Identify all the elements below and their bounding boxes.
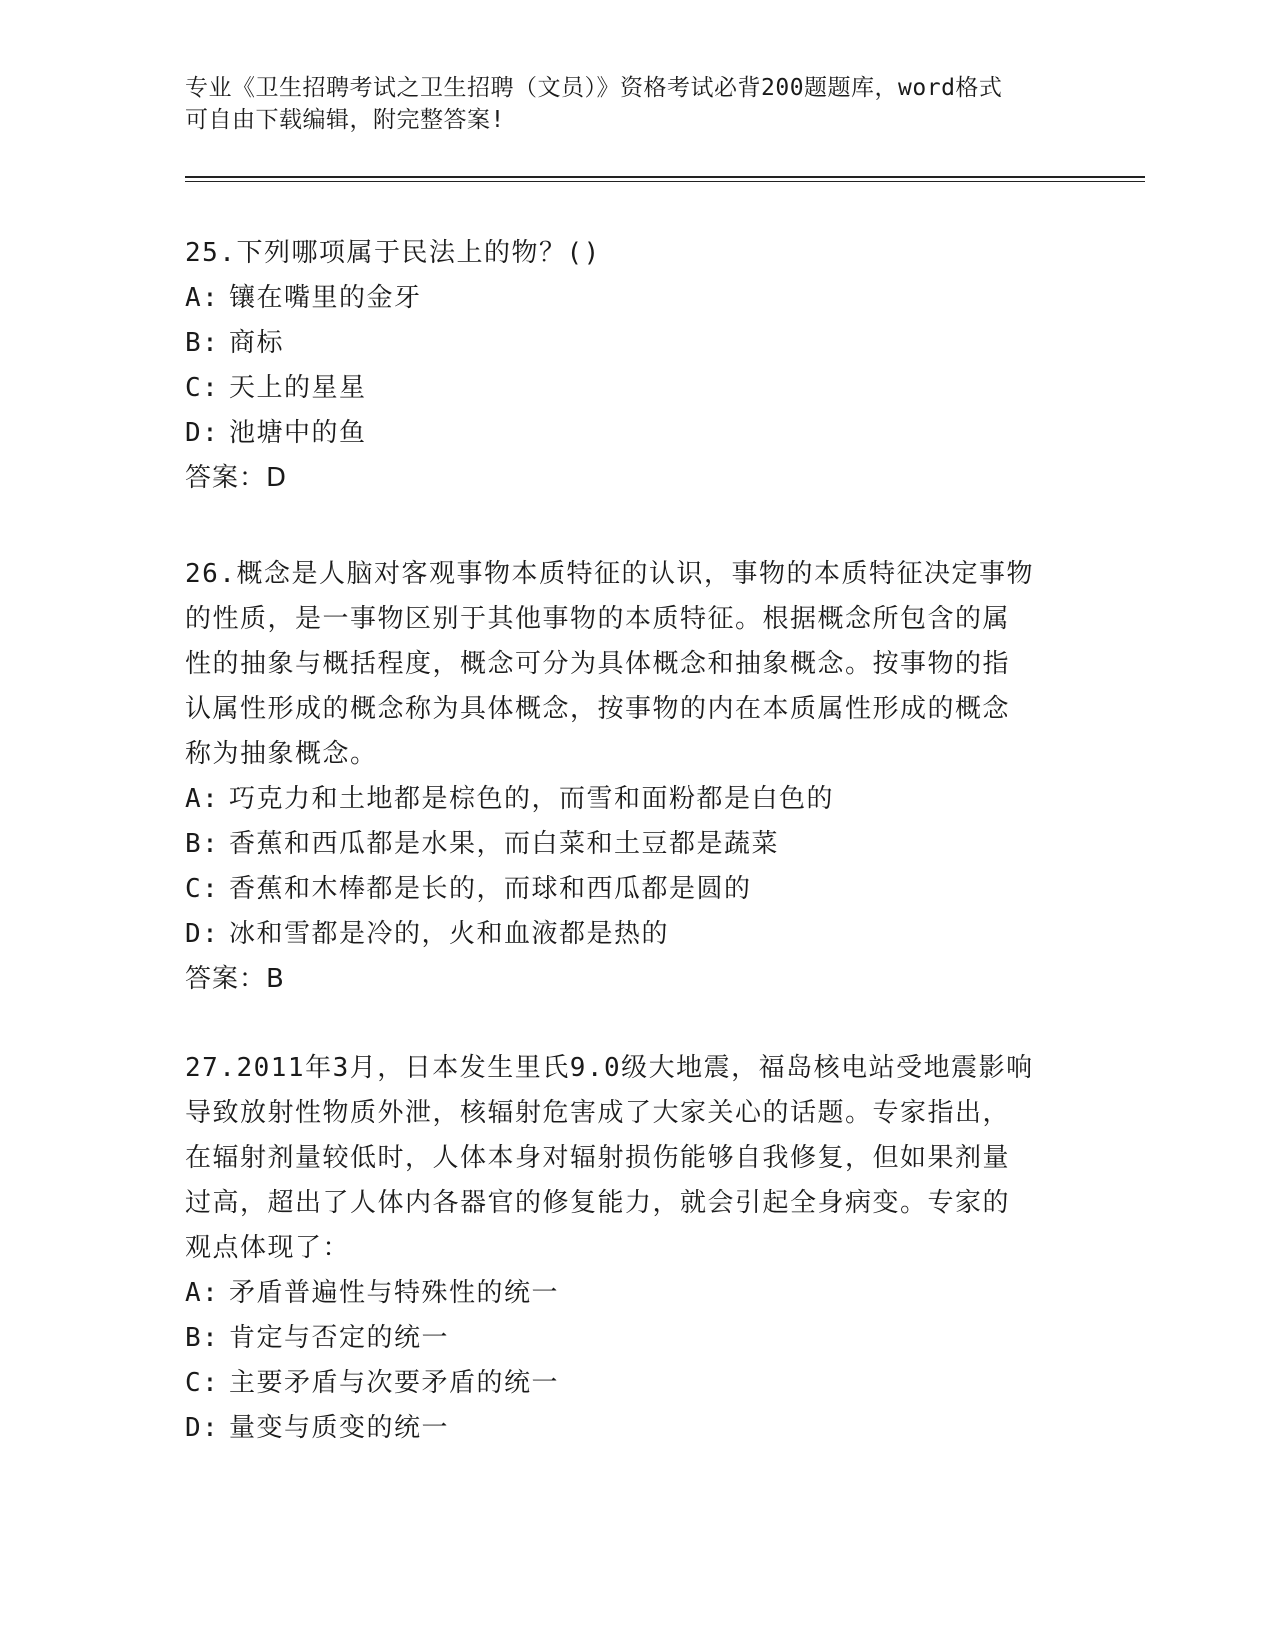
- option-c: [185, 1361, 1085, 1406]
- option-text: 主要矛盾与次要矛盾的统一: [229, 1368, 560, 1398]
- option-text: 肯定与否定的统一: [229, 1323, 450, 1353]
- question-stem: 25.下列哪项属于民法上的物？(): [185, 238, 601, 268]
- question-25: [185, 231, 1085, 501]
- option-text: 香蕉和西瓜都是水果，而白菜和土豆都是蔬菜: [229, 829, 780, 859]
- option-label: A:: [185, 283, 220, 313]
- option-text: 冰和雪都是冷的，火和血液都是热的: [229, 919, 670, 949]
- header-divider-thick: [185, 176, 1145, 178]
- option-a: [185, 1271, 1085, 1316]
- question-stem-line: 导致放射性物质外泄，核辐射危害成了大家关心的话题。专家指出，: [185, 1098, 1011, 1128]
- header-line-1: 专业《卫生招聘考试之卫生招聘（文员）》资格考试必背200题题库，word格式: [185, 75, 1003, 101]
- option-label: D:: [185, 919, 220, 949]
- option-label: D:: [185, 418, 220, 448]
- option-c: [185, 867, 1085, 912]
- option-b: [185, 1316, 1085, 1361]
- answer: 答案：D: [185, 463, 288, 493]
- option-label: B:: [185, 829, 220, 859]
- header-line-2: 可自由下载编辑，附完整答案!: [185, 107, 505, 133]
- question-stem-line: 观点体现了：: [185, 1233, 351, 1263]
- question-stem-line: 的性质，是一事物区别于其他事物的本质特征。根据概念所包含的属: [185, 604, 1011, 634]
- option-text: 镶在嘴里的金牙: [229, 283, 422, 313]
- answer: 答案：B: [185, 964, 285, 994]
- option-label: B:: [185, 328, 220, 358]
- option-a: [185, 276, 1085, 321]
- option-b: [185, 822, 1085, 867]
- option-text: 池塘中的鱼: [229, 418, 367, 448]
- option-text: 香蕉和木棒都是长的，而球和西瓜都是圆的: [229, 874, 752, 904]
- option-d: [185, 1406, 1085, 1451]
- option-a: [185, 777, 1085, 822]
- question-stem-line: 称为抽象概念。: [185, 739, 378, 769]
- question-stem-line: 在辐射剂量较低时，人体本身对辐射损伤能够自我修复，但如果剂量: [185, 1143, 1011, 1173]
- option-text: 天上的星星: [229, 373, 367, 403]
- option-text: 巧克力和土地都是棕色的，而雪和面粉都是白色的: [229, 784, 835, 814]
- option-text: 商标: [229, 328, 285, 358]
- option-label: D:: [185, 1413, 220, 1443]
- document-header: [185, 72, 1065, 136]
- option-d: [185, 411, 1085, 456]
- option-label: B:: [185, 1323, 220, 1353]
- option-b: [185, 321, 1085, 366]
- question-stem-line: 过高，超出了人体内各器官的修复能力，就会引起全身病变。专家的: [185, 1188, 1011, 1218]
- question-stem-line: 27.2011年3月，日本发生里氏9.0级大地震，福岛核电站受地震影响: [185, 1053, 1034, 1083]
- question-stem-line: 性的抽象与概括程度，概念可分为具体概念和抽象概念。按事物的指: [185, 649, 1011, 679]
- option-label: A:: [185, 784, 220, 814]
- question-26: [185, 552, 1085, 1002]
- option-text: 量变与质变的统一: [229, 1413, 450, 1443]
- question-stem-line: 26.概念是人脑对客观事物本质特征的认识，事物的本质特征决定事物: [185, 559, 1034, 589]
- option-d: [185, 912, 1085, 957]
- question-27: [185, 1046, 1085, 1451]
- option-label: A:: [185, 1278, 220, 1308]
- option-c: [185, 366, 1085, 411]
- option-label: C:: [185, 874, 220, 904]
- option-label: C:: [185, 1368, 220, 1398]
- header-divider-thin: [185, 181, 1145, 182]
- option-label: C:: [185, 373, 220, 403]
- option-text: 矛盾普遍性与特殊性的统一: [229, 1278, 560, 1308]
- question-stem-line: 认属性形成的概念称为具体概念，按事物的内在本质属性形成的概念: [185, 694, 1011, 724]
